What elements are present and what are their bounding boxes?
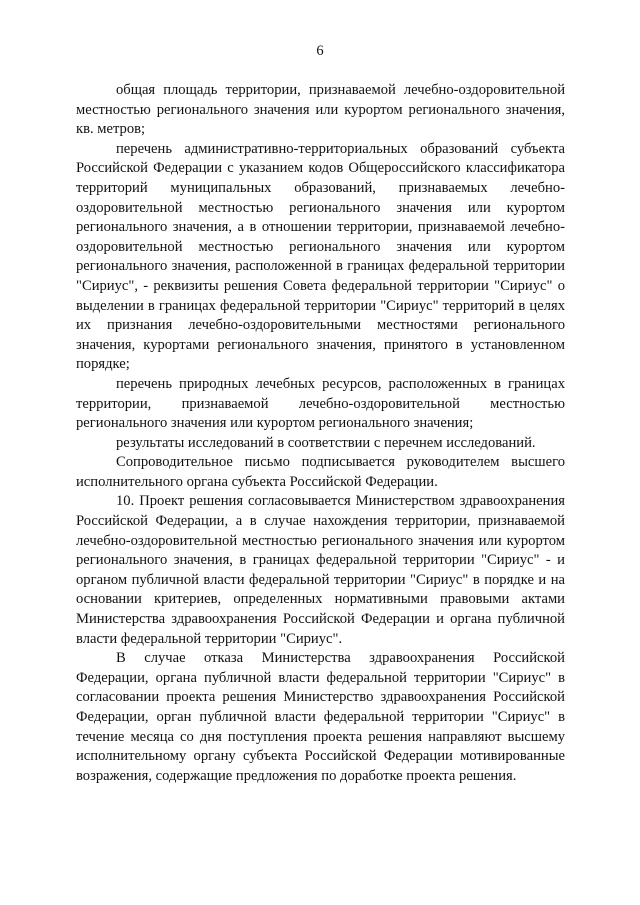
paragraph-research-results: результаты исследований в соответствии с перечнем исследований. — [116, 434, 536, 451]
page-number: 6 — [316, 43, 324, 59]
paragraph-refusal-case: В случае отказа Министерства здравоохранения Российской Федерации, органа публичной власти федеральной территории "Сириус" в согласовании проекта решения Министерство здравоохранения Российской Федерации, орган публичной власти федеральной территории "Сириус" в течение месяца со дня поступления проекта решения направляют высшему исполнительному органу субъекта Российской Федерации мотивированные возражения, содержащие предложения по доработке проекта решения. — [76, 650, 565, 784]
paragraph-total-area: общая площадь территории, признаваемой лечебно-оздоровительной местностью регионального значения или курортом регионального значения, кв. метров; — [76, 82, 565, 138]
paragraph-item-10: 10. Проект решения согласовывается Министерством здравоохранения Российской Федерации, а в случае нахождения территории, признаваемой лечебно-оздоровительной местностью регионального значения или курортом регионального значения, в границах федеральной территории "Сириус" - и органом публичной власти федеральной территории "Сириус" в порядке и на основании критериев, определенных нормативными правовыми актами Министерства здравоохранения Российской Федерации и органа публичной власти федеральной территории "Сириус". — [76, 493, 565, 647]
paragraph-cover-letter: Сопроводительное письмо подписывается руководителем высшего исполнительного органа субъекта Российской Федерации. — [76, 454, 565, 490]
document-body — [76, 81, 565, 786]
paragraph-administrative-units-list: перечень административно-территориальных образований субъекта Российской Федерации с указанием кодов Общероссийского классификатора территорий муниципальных образований, признаваемых лечебно-оздоровительной местностью регионального значения или курортом регионального значения, а в отношении территории, признаваемой лечебно-оздоровительной местностью регионального значения или курортом регионального значения, расположенной в границах федеральной территории "Сириус", - реквизиты решения Совета федеральной территории "Сириус" о выделении в границах федеральной территории "Сириус" территорий в целях их признания лечебно-оздоровительными местностями регионального значения, курортами регионального значения, принятого в установленном порядке; — [76, 140, 565, 373]
paragraph-natural-resources-list: перечень природных лечебных ресурсов, расположенных в границах территории, признаваемой лечебно-оздоровительной местностью регионального значения или курортом регионального значения; — [76, 375, 565, 432]
